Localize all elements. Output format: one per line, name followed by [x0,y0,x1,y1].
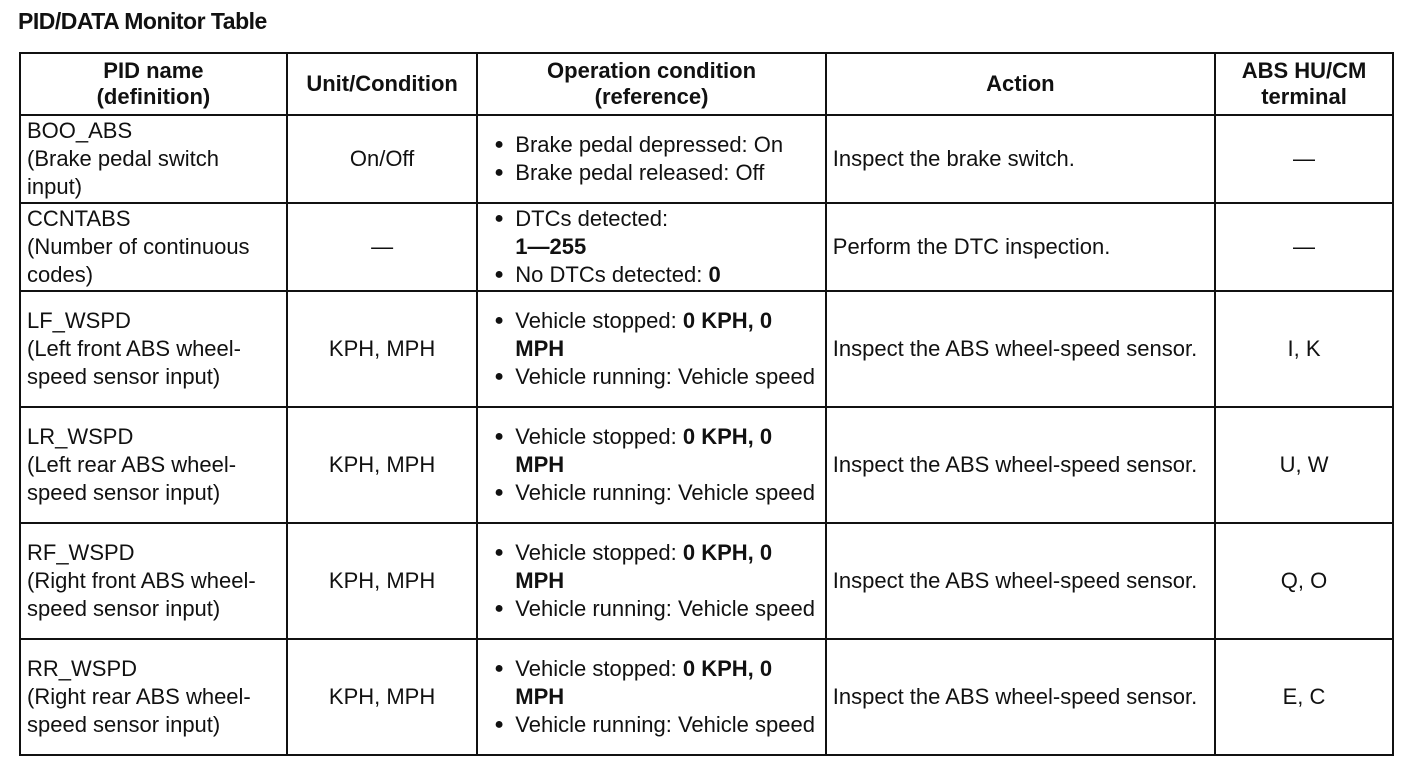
operation-cell [477,639,825,755]
operation-item [484,711,818,739]
operation-cell [477,115,825,203]
bullet-icon: ● [494,266,504,283]
operation-text: No DTCs detected: [515,262,709,287]
action-cell: Inspect the ABS wheel-speed sensor. [826,523,1215,639]
unit-cell: KPH, MPH [287,523,477,639]
operation-value: 1—255 [515,234,587,259]
operation-value: 0 KPH, 0 MPH [515,424,773,477]
operation-text: Vehicle stopped: [515,656,683,681]
header-unit-condition: Unit/Condition [287,53,477,115]
operation-item [484,205,818,261]
operation-text: Vehicle running: [515,712,678,737]
table-row [20,639,1393,755]
table-row [20,115,1393,203]
bullet-icon: ● [494,164,504,181]
pid-definition: (Number of continuous codes) [27,234,250,287]
pid-name: CCNTABS [27,206,131,231]
terminal-cell: Q, O [1215,523,1393,639]
operation-text: Vehicle stopped: [515,308,683,333]
pid-definition: (Right front ABS wheel-speed sensor input) [27,568,256,621]
pid-cell [20,115,287,203]
operation-item [484,539,818,595]
header-pid-name [20,53,287,115]
pid-definition: (Left front ABS wheel-speed sensor input) [27,336,241,389]
pid-cell [20,523,287,639]
header-action: Action [826,53,1215,115]
operation-value: Off [735,160,765,185]
operation-text: DTCs detected: [515,206,669,231]
operation-cell [477,407,825,523]
action-cell: Inspect the brake switch. [826,115,1215,203]
operation-text: Brake pedal released: [515,160,736,185]
pid-name: LR_WSPD [27,424,134,449]
unit-cell: KPH, MPH [287,291,477,407]
operation-item [484,595,818,623]
unit-cell: KPH, MPH [287,639,477,755]
terminal-cell: — [1215,203,1393,291]
bullet-icon: ● [494,368,504,385]
header-term-line1: ABS HU/CM [1241,58,1367,83]
unit-cell: On/Off [287,115,477,203]
operation-value: Vehicle speed [677,596,815,621]
operation-value: 0 KPH, 0 MPH [515,308,773,361]
bullet-icon: ● [494,660,504,677]
bullet-icon: ● [494,716,504,733]
unit-cell: KPH, MPH [287,407,477,523]
action-cell: Inspect the ABS wheel-speed sensor. [826,407,1215,523]
operation-value: 0 [708,262,721,287]
bullet-icon: ● [494,210,504,227]
operation-item [484,423,818,479]
bullet-icon: ● [494,484,504,501]
terminal-cell: I, K [1215,291,1393,407]
pid-name: BOO_ABS [27,118,133,143]
bullet-icon: ● [494,312,504,329]
bullet-icon: ● [494,136,504,153]
bullet-icon: ● [494,544,504,561]
terminal-cell: E, C [1215,639,1393,755]
action-cell: Inspect the ABS wheel-speed sensor. [826,639,1215,755]
header-op-line1: Operation condition [547,58,757,83]
pid-cell [20,407,287,523]
operation-item [484,655,818,711]
action-cell: Inspect the ABS wheel-speed sensor. [826,291,1215,407]
pid-cell [20,639,287,755]
operation-cell [477,203,825,291]
pid-definition: (Brake pedal switch input) [27,146,219,199]
pid-name: RF_WSPD [27,540,135,565]
bullet-icon: ● [494,428,504,445]
table-row [20,523,1393,639]
operation-cell [477,291,825,407]
table-row [20,291,1393,407]
operation-text: Vehicle running: [515,596,678,621]
bullet-icon: ● [494,600,504,617]
header-terminal [1215,53,1393,115]
operation-cell [477,523,825,639]
pid-cell [20,203,287,291]
operation-item [484,307,818,363]
header-term-line2: terminal [1261,84,1347,109]
operation-item [484,363,818,391]
pid-name: RR_WSPD [27,656,138,681]
page-title: PID/DATA Monitor Table [18,8,267,34]
pid-name: LF_WSPD [27,308,131,333]
operation-item [484,159,818,187]
operation-value: Vehicle speed [677,480,815,505]
pid-definition: (Left rear ABS wheel-speed sensor input) [27,452,237,505]
header-pid-line1: PID name [103,58,204,83]
pid-definition: (Right rear ABS wheel-speed sensor input) [27,684,251,737]
operation-item [484,479,818,507]
terminal-cell: — [1215,115,1393,203]
operation-item [484,261,818,289]
operation-text: Vehicle stopped: [515,540,683,565]
operation-value: Vehicle speed [677,712,815,737]
unit-cell: — [287,203,477,291]
table-row [20,407,1393,523]
header-operation-condition [477,53,825,115]
operation-item [484,131,818,159]
operation-text: Vehicle running: [515,480,678,505]
table-row [20,203,1393,291]
table-header-row [20,53,1393,115]
action-cell: Perform the DTC inspection. [826,203,1215,291]
operation-value: Vehicle speed [677,364,815,389]
pid-cell [20,291,287,407]
operation-value: 0 KPH, 0 MPH [515,656,773,709]
operation-text: Brake pedal depressed: [515,132,754,157]
operation-text: Vehicle stopped: [515,424,683,449]
operation-value: On [753,132,784,157]
header-op-line2: (reference) [594,84,709,109]
operation-value: 0 KPH, 0 MPH [515,540,773,593]
header-pid-line2: (definition) [96,84,211,109]
pid-monitor-table [19,52,1394,756]
operation-text: Vehicle running: [515,364,678,389]
terminal-cell: U, W [1215,407,1393,523]
